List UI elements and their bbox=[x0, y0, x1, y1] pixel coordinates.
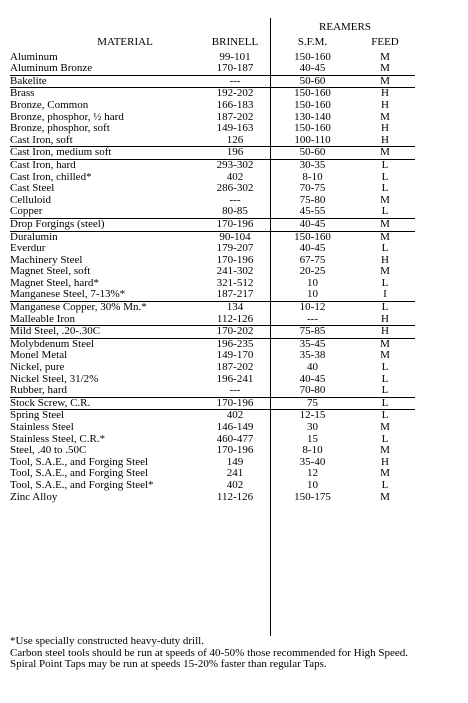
table-row bbox=[10, 314, 415, 326]
table-row bbox=[10, 135, 415, 147]
feed-cell: M bbox=[380, 193, 390, 206]
header-row bbox=[10, 37, 415, 52]
brinell-cell: 170-196 bbox=[200, 218, 270, 231]
brinell-cell: 187-202 bbox=[216, 361, 254, 374]
table-row bbox=[10, 206, 415, 218]
sfm-cell: 150-160 bbox=[270, 231, 355, 243]
table-row bbox=[10, 350, 415, 362]
feed-cell: H bbox=[381, 455, 389, 468]
sfm-cell: 67-75 bbox=[299, 253, 326, 266]
sfm-cell: 70-75 bbox=[299, 182, 326, 195]
brinell-cell: 90-104 bbox=[200, 231, 270, 243]
material-cell: Stainless Steel bbox=[10, 421, 74, 433]
material-cell: Stainless Steel, C.R.* bbox=[10, 432, 106, 445]
brinell-cell: 196-241 bbox=[216, 372, 254, 385]
material-cell: Duralumin bbox=[10, 231, 200, 243]
material-cell: Cast Steel bbox=[10, 182, 55, 195]
sfm-cell: 75-85 bbox=[270, 326, 355, 339]
header-brinell: BRINELL bbox=[211, 36, 259, 48]
table-row bbox=[10, 243, 415, 255]
footnote-3: Spiral Point Taps may be run at speeds 15-20% faster than regular Taps. bbox=[10, 658, 327, 671]
brinell-cell: 134 bbox=[200, 302, 270, 314]
brinell-cell: 402 bbox=[226, 170, 244, 183]
brinell-cell: 149-170 bbox=[216, 349, 254, 362]
sfm-cell: 12-15 bbox=[270, 410, 355, 422]
feed-cell: H bbox=[381, 253, 389, 266]
feed-cell: H bbox=[381, 133, 389, 146]
feed-cell: L bbox=[381, 372, 389, 385]
material-cell: Everdur bbox=[10, 242, 46, 255]
feed-cell: M bbox=[380, 490, 390, 503]
sfm-cell: 20-25 bbox=[299, 265, 326, 278]
table-row bbox=[10, 374, 415, 386]
sfm-cell: 12 bbox=[307, 467, 318, 480]
material-cell: Aluminum Bronze bbox=[10, 62, 93, 75]
sfm-cell: 75-80 bbox=[299, 193, 326, 206]
table-body bbox=[10, 52, 415, 504]
material-cell: Cast Iron, medium soft bbox=[10, 147, 200, 160]
material-cell: Aluminum bbox=[10, 50, 58, 63]
footnote-1: *Use specially constructed heavy-duty drill. bbox=[10, 635, 204, 647]
brinell-cell: 170-196 bbox=[216, 253, 254, 266]
feed-cell: M bbox=[380, 50, 390, 63]
brinell-cell: 170-187 bbox=[216, 62, 254, 75]
brinell-cell: 402 bbox=[200, 410, 270, 422]
feed-cell: L bbox=[381, 276, 389, 289]
feed-cell: M bbox=[380, 110, 390, 123]
feed-cell: H bbox=[381, 98, 389, 111]
sfm-cell: 10 bbox=[307, 288, 318, 301]
brinell-cell: 187-217 bbox=[216, 288, 254, 301]
material-cell: Mild Steel, .20-.30C bbox=[10, 326, 200, 339]
material-cell: Drop Forgings (steel) bbox=[10, 218, 200, 231]
brinell-cell: 99-101 bbox=[219, 50, 251, 63]
brinell-cell: 126 bbox=[226, 133, 244, 146]
feed-cell: L bbox=[381, 242, 389, 255]
brinell-cell: 170-202 bbox=[200, 326, 270, 339]
feed-cell: L bbox=[355, 159, 415, 171]
sfm-cell: 35-40 bbox=[299, 455, 326, 468]
feed-cell: L bbox=[381, 432, 389, 445]
feed-cell: M bbox=[380, 421, 390, 433]
brinell-cell: 166-183 bbox=[216, 98, 254, 111]
reamers-group-header: REAMERS bbox=[319, 21, 371, 33]
sfm-cell: 35-45 bbox=[270, 338, 355, 350]
feed-cell: L bbox=[355, 302, 415, 314]
brinell-cell: 80-85 bbox=[222, 205, 248, 218]
sfm-cell: 40-45 bbox=[270, 218, 355, 231]
sfm-cell: 40 bbox=[307, 361, 318, 374]
sfm-cell: 40-45 bbox=[299, 242, 326, 255]
footnote-2: Carbon steel tools should be run at speeds of 40-50% those recommended for High Speed. bbox=[10, 646, 409, 659]
feed-cell: M bbox=[355, 218, 415, 231]
brinell-cell: 112-126 bbox=[216, 312, 254, 325]
table-row bbox=[10, 302, 415, 314]
material-cell: Monel Metal bbox=[10, 349, 68, 362]
material-cell: Machinery Steel bbox=[10, 253, 83, 266]
table-row bbox=[10, 123, 415, 135]
feed-cell: L bbox=[381, 384, 389, 397]
table-row bbox=[10, 362, 415, 374]
feed-cell: L bbox=[381, 182, 389, 195]
feed-cell: H bbox=[381, 312, 389, 325]
material-cell: Manganese Copper, 30% Mn.* bbox=[10, 302, 200, 314]
feed-cell: M bbox=[355, 231, 415, 243]
material-cell: Bronze, phosphor, ½ hard bbox=[10, 110, 124, 123]
material-cell: Magnet Steel, soft bbox=[10, 265, 91, 278]
brinell-cell: 241-302 bbox=[216, 265, 254, 278]
table-row bbox=[10, 289, 415, 301]
material-cell: Manganese Steel, 7-13%* bbox=[10, 288, 126, 301]
sfm-cell: 150-160 bbox=[294, 122, 331, 135]
brinell-cell: 170-196 bbox=[200, 397, 270, 410]
feed-cell: M bbox=[380, 444, 390, 457]
feed-cell: M bbox=[380, 265, 390, 278]
header-material: MATERIAL bbox=[97, 36, 153, 48]
material-cell: Celluloid bbox=[10, 193, 51, 206]
header-feed: FEED bbox=[371, 36, 399, 48]
material-cell: Bakelite bbox=[10, 75, 200, 88]
sfm-cell: 150-160 bbox=[294, 50, 331, 63]
table-row bbox=[10, 159, 415, 171]
material-cell: Nickel, pure bbox=[10, 361, 65, 374]
table-row bbox=[10, 385, 415, 397]
feed-cell: M bbox=[380, 62, 390, 75]
brinell-cell: 170-196 bbox=[216, 444, 254, 457]
table-row bbox=[10, 397, 415, 410]
brinell-cell: 196 bbox=[200, 147, 270, 160]
material-cell: Bronze, Common bbox=[10, 98, 89, 111]
material-cell: Tool, S.A.E., and Forging Steel bbox=[10, 467, 149, 480]
sfm-cell: 10 bbox=[307, 478, 318, 491]
footnotes bbox=[10, 636, 468, 671]
brinell-cell: 149 bbox=[226, 455, 244, 468]
brinell-cell: 179-207 bbox=[216, 242, 254, 255]
brinell-cell: 321-512 bbox=[216, 276, 254, 289]
material-cell: Brass bbox=[10, 88, 200, 100]
material-cell: Steel, .40 to .50C bbox=[10, 444, 87, 457]
brinell-cell: 460-477 bbox=[216, 432, 254, 445]
sfm-cell: 70-80 bbox=[299, 384, 326, 397]
sfm-cell: 150-160 bbox=[294, 98, 331, 111]
feed-cell: L bbox=[355, 410, 415, 422]
table-row bbox=[10, 480, 415, 492]
material-cell: Cast Iron, chilled* bbox=[10, 170, 92, 183]
sfm-cell: 45-55 bbox=[299, 205, 326, 218]
feed-cell: H bbox=[355, 88, 415, 100]
table-row bbox=[10, 231, 415, 243]
sfm-cell: 8-10 bbox=[302, 444, 323, 457]
material-cell: Magnet Steel, hard* bbox=[10, 276, 99, 289]
table-row bbox=[10, 63, 415, 75]
table-row bbox=[10, 218, 415, 231]
sfm-cell: 40-45 bbox=[299, 62, 326, 75]
feed-cell: L bbox=[355, 397, 415, 410]
material-cell: Bronze, phosphor, soft bbox=[10, 122, 110, 135]
brinell-cell: 146-149 bbox=[216, 421, 254, 433]
brinell-cell: 241 bbox=[226, 467, 244, 480]
sfm-cell: 35-38 bbox=[299, 349, 326, 362]
material-cell: Zinc Alloy bbox=[10, 490, 58, 503]
feed-cell: M bbox=[380, 349, 390, 362]
table-row bbox=[10, 492, 415, 504]
table-row bbox=[10, 75, 415, 88]
brinell-cell: --- bbox=[229, 193, 241, 206]
feed-cell: M bbox=[380, 467, 390, 480]
table-row bbox=[10, 183, 415, 195]
brinell-cell: 192-202 bbox=[200, 88, 270, 100]
brinell-cell: 293-302 bbox=[200, 159, 270, 171]
brinell-cell: 112-126 bbox=[216, 490, 254, 503]
sfm-cell: 130-140 bbox=[294, 110, 331, 123]
material-cell: Cast Iron, hard bbox=[10, 159, 200, 171]
sfm-cell: 150-175 bbox=[294, 490, 331, 503]
material-cell: Spring Steel bbox=[10, 410, 200, 422]
material-cell: Malleable Iron bbox=[10, 312, 76, 325]
sfm-cell: 150-160 bbox=[270, 88, 355, 100]
feed-cell: M bbox=[355, 75, 415, 88]
sfm-cell: 15 bbox=[307, 432, 318, 445]
table-row bbox=[10, 195, 415, 207]
material-cell: Stock Screw, C.R. bbox=[10, 397, 200, 410]
brinell-cell: 196-235 bbox=[200, 338, 270, 350]
table-row bbox=[10, 147, 415, 160]
sfm-cell: 30-35 bbox=[270, 159, 355, 171]
sfm-cell: 10 bbox=[307, 276, 318, 289]
table-row bbox=[10, 338, 415, 350]
sfm-cell: 40-45 bbox=[299, 372, 326, 385]
sfm-cell: 75 bbox=[270, 397, 355, 410]
brinell-cell: 286-302 bbox=[216, 182, 254, 195]
table-row bbox=[10, 172, 415, 184]
sfm-cell: --- bbox=[307, 312, 318, 325]
table-row bbox=[10, 422, 415, 434]
brinell-cell: 402 bbox=[226, 478, 244, 491]
brinell-cell: --- bbox=[229, 384, 241, 397]
sfm-cell: 50-60 bbox=[270, 75, 355, 88]
sfm-cell: 10-12 bbox=[270, 302, 355, 314]
sfm-cell: 50-60 bbox=[270, 147, 355, 160]
table-row bbox=[10, 100, 415, 112]
material-cell: Nickel Steel, 31/2% bbox=[10, 372, 99, 385]
material-cell: Cast Iron, soft bbox=[10, 133, 73, 146]
brinell-cell: --- bbox=[200, 75, 270, 88]
feed-cell: L bbox=[381, 361, 389, 374]
table-row bbox=[10, 326, 415, 339]
material-cell: Rubber, hard bbox=[10, 384, 67, 397]
feed-cell: M bbox=[355, 338, 415, 350]
sfm-cell: 100-110 bbox=[294, 133, 331, 146]
brinell-cell: 149-163 bbox=[216, 122, 254, 135]
header-sfm: S.F.M. bbox=[297, 36, 328, 48]
sfm-cell: 30 bbox=[307, 421, 318, 433]
material-cell: Tool, S.A.E., and Forging Steel* bbox=[10, 478, 154, 491]
sfm-cell: 8-10 bbox=[302, 170, 323, 183]
brinell-cell: 187-202 bbox=[216, 110, 254, 123]
feed-cell: H bbox=[381, 122, 389, 135]
feed-cell: L bbox=[381, 478, 389, 491]
feed-cell: I bbox=[383, 288, 387, 301]
feed-cell: L bbox=[381, 205, 389, 218]
feed-cell: H bbox=[355, 326, 415, 339]
speeds-feeds-table bbox=[10, 37, 415, 503]
feed-cell: L bbox=[381, 170, 389, 183]
material-cell: Copper bbox=[10, 205, 43, 218]
material-cell: Molybdenum Steel bbox=[10, 338, 200, 350]
material-cell: Tool, S.A.E., and Forging Steel bbox=[10, 455, 149, 468]
feed-cell: M bbox=[355, 147, 415, 160]
